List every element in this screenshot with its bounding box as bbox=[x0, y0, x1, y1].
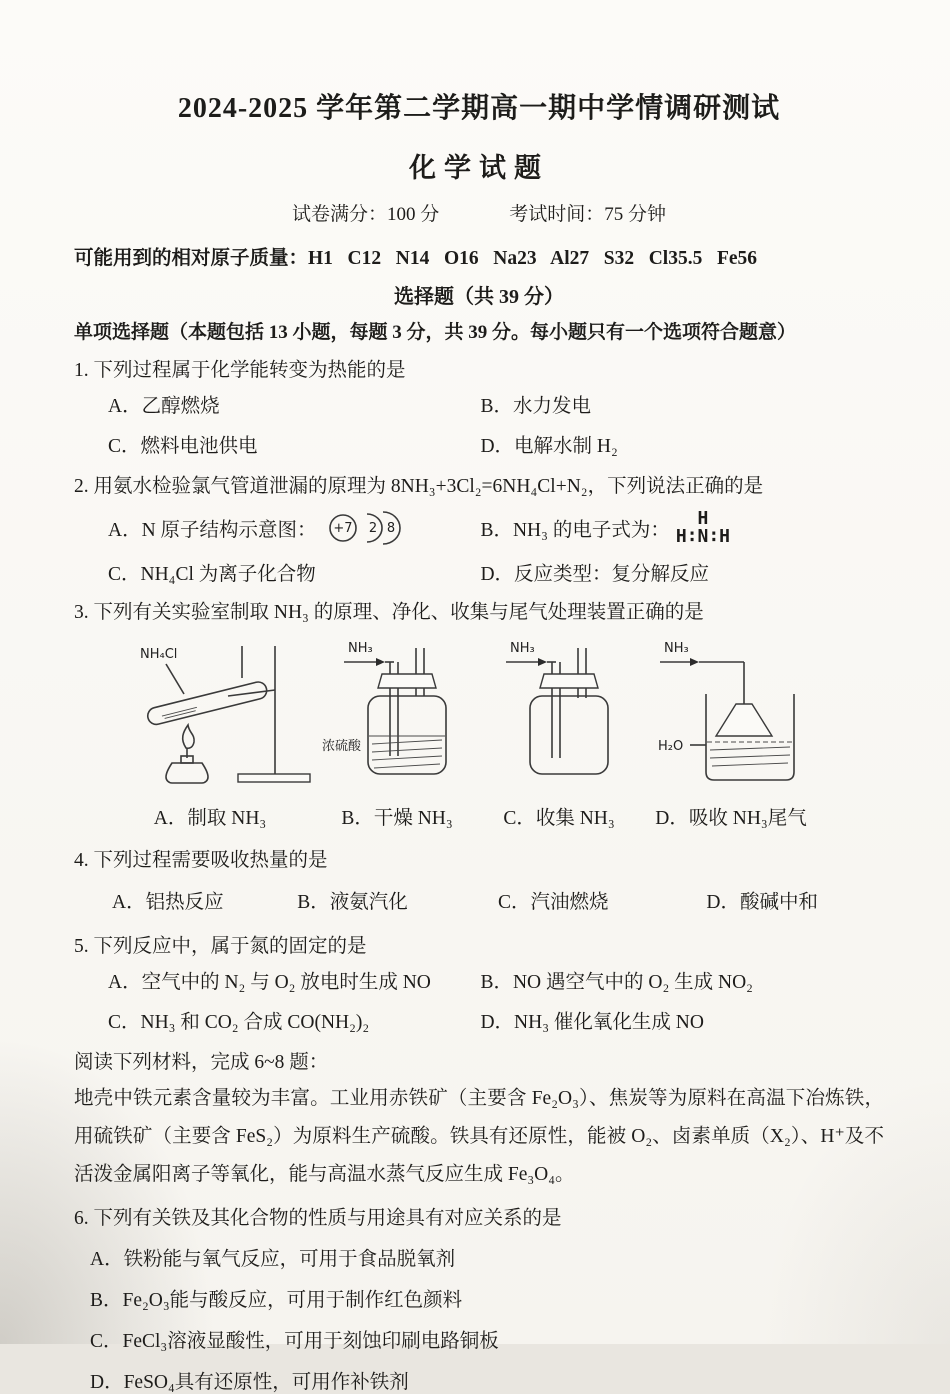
q6-option-b: B．Fe₂O₃能与酸反应，可用于制作红色颜料 bbox=[90, 1290, 463, 1312]
apparatus-captions bbox=[74, 802, 884, 830]
exam-time: 考试时间：75 分钟 bbox=[509, 204, 667, 225]
section-title: 选择题（共 39 分） bbox=[394, 286, 564, 308]
q3-caption-b: B．干燥 NH₃ bbox=[341, 808, 453, 829]
apparatus-a-generate-diagram bbox=[110, 638, 310, 796]
arrow-icon bbox=[376, 658, 385, 666]
question-5-options bbox=[74, 966, 884, 1034]
q1-option-c: C．燃料电池供电 bbox=[108, 436, 258, 457]
exam-meta bbox=[74, 199, 884, 226]
question-2-row-ab bbox=[74, 508, 884, 548]
q5-option-b: B．NO 遇空气中的 O₂ 生成 NO₂ bbox=[480, 972, 753, 993]
apparatus-d-absorb-diagram bbox=[646, 638, 816, 796]
arrow-icon bbox=[690, 658, 699, 666]
apparatus-d-liquid-label: H₂O bbox=[658, 739, 684, 754]
question-4-options bbox=[74, 886, 884, 914]
reading-intro: 阅读下列材料，完成 6~8 题： bbox=[74, 1052, 329, 1073]
question-5 bbox=[74, 930, 884, 1034]
q2-option-c: C．NH₄Cl 为离子化合物 bbox=[108, 564, 316, 585]
question-1-stem: 1. 下列过程属于化学能转变为热能的是 bbox=[74, 360, 406, 381]
reading-material bbox=[74, 1046, 884, 1194]
reading-body: 地壳中铁元素含量较为丰富。工业用赤铁矿（主要含 Fe₂O₃）、焦炭等为原料在高温下冶炼铁，用硫铁矿（主要含 FeS₂）为原料生产硫酸。铁具有还原性，能被 O₂、卤素单质（X₂）、H⁺及不活泼金属阳离子等氧化，能与高温水蒸气反应生成 Fe₃O₄。 bbox=[74, 1088, 884, 1186]
atom-nucleus-label: +7 bbox=[332, 521, 353, 536]
q2-option-a-label: A．N 原子结构示意图： bbox=[108, 520, 317, 541]
exam-subject: 化学试题 bbox=[409, 153, 549, 183]
question-1-options bbox=[74, 390, 884, 458]
q2-option-b-label: B．NH₃ 的电子式为： bbox=[480, 520, 670, 541]
nh3-electron-dot-formula bbox=[675, 507, 731, 547]
apparatus-b-dry-diagram bbox=[322, 638, 472, 796]
q6-option-d: D．FeSO₄具有还原性，可用作补铁剂 bbox=[90, 1372, 409, 1394]
apparatus-a-solid-label: NH₄Cl bbox=[140, 647, 178, 662]
question-6 bbox=[74, 1202, 884, 1394]
question-6-options bbox=[74, 1243, 884, 1394]
q3-caption-a: A．制取 NH₃ bbox=[153, 808, 267, 829]
q3-caption-c: C．收集 NH₃ bbox=[503, 808, 615, 829]
atom-structure-diagram bbox=[323, 508, 407, 548]
section-instructions: 单项选择题（本题包括 13 小题，每题 3 分，共 39 分。每小题只有一个选项符合题意） bbox=[74, 322, 797, 343]
q6-option-c: C．FeCl₃溶液显酸性，可用于刻蚀印刷电路铜板 bbox=[90, 1331, 499, 1353]
apparatus-c-gas-label: NH₃ bbox=[510, 641, 535, 656]
q6-option-a: A．铁粉能与氧气反应，可用于食品脱氧剂 bbox=[90, 1249, 456, 1271]
q1-option-d: D．电解水制 H₂ bbox=[480, 436, 618, 457]
q5-option-d: D．NH₃ 催化氧化生成 NO bbox=[480, 1012, 704, 1033]
q2-option-a bbox=[108, 508, 480, 548]
q5-option-c: C．NH₃ 和 CO₂ 合成 CO(NH₂)₂ bbox=[108, 1012, 370, 1033]
liquid-hatch bbox=[372, 740, 442, 768]
question-5-stem: 5. 下列反应中，属于氮的固定的是 bbox=[74, 936, 367, 957]
q2-option-b bbox=[480, 507, 884, 547]
q1-option-a: A．乙醇燃烧 bbox=[108, 396, 220, 417]
question-3-stem: 3. 下列有关实验室制取 NH₃ 的原理、净化、收集与尾气处理装置正确的是 bbox=[74, 602, 704, 623]
inverted-funnel-icon bbox=[716, 704, 772, 736]
q2-option-d: D．反应类型：复分解反应 bbox=[480, 564, 710, 585]
atom-shell1-label: 2 bbox=[368, 521, 377, 536]
question-2-stem: 2. 用氨水检验氯气管道泄漏的原理为 8NH₃+3Cl₂=6NH₄Cl+N₂，下列说法正确的是 bbox=[74, 476, 764, 497]
edot-main-row: H∶N∶H bbox=[675, 526, 731, 547]
apparatus-b-gas-label: NH₃ bbox=[348, 641, 373, 656]
atomic-masses: 可能用到的相对原子质量：H1 C12 N14 O16 Na23 Al27 S32 Cl35.5 Fe56 bbox=[74, 248, 758, 269]
alcohol-lamp-icon bbox=[166, 763, 208, 783]
apparatus-d-gas-label: NH₃ bbox=[664, 641, 689, 656]
water-hatch bbox=[710, 747, 790, 766]
q4-option-b: B．液氨汽化 bbox=[297, 892, 408, 913]
apparatus-b-liquid-label: 浓硫酸 bbox=[322, 739, 362, 754]
q5-option-a: A．空气中的 N₂ 与 O₂ 放电时生成 NO bbox=[108, 972, 431, 993]
edot-top-h: H bbox=[697, 507, 709, 529]
q4-option-a: A．铝热反应 bbox=[112, 892, 224, 913]
question-1 bbox=[74, 354, 884, 458]
question-4 bbox=[74, 844, 884, 914]
q3-caption-d: D．吸收 NH₃尾气 bbox=[655, 808, 807, 829]
flame-icon bbox=[183, 725, 194, 748]
apparatus-c-collect-diagram bbox=[484, 638, 634, 796]
q4-option-c: C．汽油燃烧 bbox=[497, 892, 609, 913]
q4-option-d: D．酸碱中和 bbox=[706, 892, 819, 913]
atom-shell2-label: 8 bbox=[386, 521, 395, 536]
arrow-icon bbox=[538, 658, 547, 666]
question-3 bbox=[74, 596, 884, 830]
question-4-stem: 4. 下列过程需要吸收热量的是 bbox=[74, 850, 328, 871]
q1-option-b: B．水力发电 bbox=[480, 396, 591, 417]
apparatus-diagrams bbox=[74, 638, 884, 796]
full-score: 试卷满分：100 分 bbox=[291, 204, 440, 225]
exam-title: 2024-2025 学年第二学期高一期中学情调研测试 bbox=[177, 93, 781, 124]
question-6-stem: 6. 下列有关铁及其化合物的性质与用途具有对应关系的是 bbox=[74, 1208, 562, 1230]
question-2-row-cd bbox=[74, 558, 884, 586]
question-2 bbox=[74, 470, 884, 586]
